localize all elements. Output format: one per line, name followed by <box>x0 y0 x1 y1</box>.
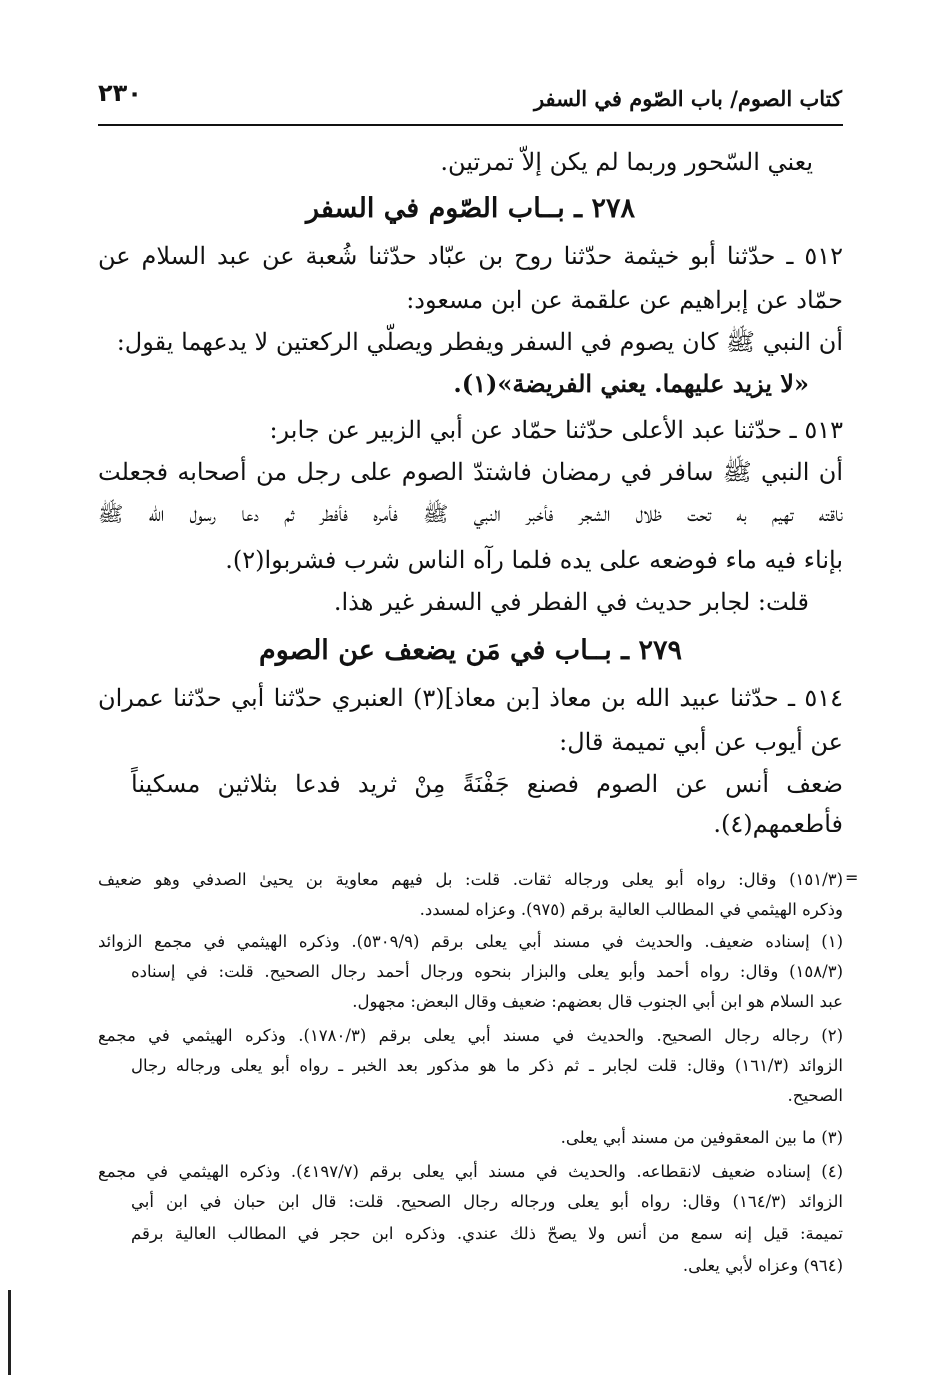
text-line: أن النبي ﷺ كان يصوم في السفر ويفطر ويصلّي الركعتين لا يدعهما يقول: <box>116 328 843 356</box>
footnote-line: وذكره الهيثمي في المطالب العالية برقم (٩٧٥). وعزاه لمسدد. <box>419 900 843 919</box>
text-line: حمّاد عن إبراهيم عن علقمة عن ابن مسعود: <box>406 286 843 314</box>
footnote-line: عبد السلام هو ابن أبي الجنوب قال بعضهم: ضعيف وقال البعض: مجهول. <box>352 992 843 1011</box>
footnotes <box>98 865 843 1315</box>
running-title: كتاب الصوم/ باب الصّوم في السفر <box>533 86 842 111</box>
footnote-line: الزوائد (١٦٤/٣) وقال: رواه أبو يعلى ورجاله رجال الصحيح. قلت: قال ابن حبان في ابن أبي <box>131 1192 843 1211</box>
hadith-513-line: ٥١٣ ـ حدّثنا عبد الأعلى حدّثنا حمّاد عن أبي الزبير عن جابر: <box>269 416 843 444</box>
text-line: ضعف أنس عن الصوم فصنع جَفْنَةً مِنْ ثريد فدعا بثلاثين مسكيناً <box>131 770 843 798</box>
footnote-line: (١٥١/٣) وقال: رواه أبو يعلى ورجاله ثقات. قلت: بل فيهم معاوية بن يحيىٰ الصدفي وهو ضعيف <box>98 870 843 889</box>
text-line: فأطعمهم(٤). <box>713 810 843 838</box>
footnote-2-line: (٢) رجاله رجال الصحيح. والحديث في مسند أبي يعلى برقم (١٧٨٠/٣). وذكره الهيثمي في مجمع <box>98 1026 843 1045</box>
footnote-line: الزوائد (١٦١/٣) وقال: قلت لجابر ـ ثم ذكر ما هو مذكور بعد الخبر ـ رواه أبو يعلى ورجاله رجال <box>131 1056 843 1075</box>
text-line: يعني السّحور وربما لم يكن إلاّ تمرتين. <box>440 148 813 176</box>
footnote-line: تميمة: قيل إنه سمع من أنس ولا يصحّ ذلك عندي. وذكره ابن حجر في المطالب العالية برقم <box>131 1224 843 1243</box>
footnote-line: (١٥٨/٣) وقال: رواه أحمد وأبو يعلى والبزار بنحوه ورجال أحمد رجال الصحيح. قلت: في إسناده <box>131 962 843 981</box>
chapter-heading-279: ٢٧٩ ـ بــاب في مَن يضعف عن الصوم <box>258 635 682 666</box>
text-line: بإناء فيه ماء فوضعه على يده فلما رآه الناس شرب فشربوا(٢). <box>225 546 843 574</box>
footnote-3-line: (٣) ما بين المعقوفين من مسند أبي يعلى. <box>560 1128 843 1147</box>
text-line: قلت: لجابر حديث في الفطر في السفر غير هذا. <box>333 588 809 616</box>
text-line: ناقته تهيم به تحت ظلال الشجر فأخبر النبي ﷺ فأمره فأفطر ثم دعا رسول الله ﷺ <box>98 502 843 526</box>
footnote-line: الصحيح. <box>787 1086 843 1105</box>
page-header <box>98 78 842 122</box>
text-line: عن أيوب عن أبي تميمة قال: <box>559 728 843 756</box>
chapter-heading-278: ٢٧٨ ـ بــاب الصّوم في السفر <box>306 193 635 224</box>
text-line: أن النبي ﷺ سافر في رمضان فاشتدّ الصوم على رجل من أصحابه فجعلت <box>98 458 843 486</box>
main-text <box>98 142 843 842</box>
page-number: ٢٣٠ <box>98 79 142 107</box>
scan-edge-mark <box>8 1290 11 1375</box>
hadith-512-line: ٥١٢ ـ حدّثنا أبو خيثمة حدّثنا روح بن عبّاد حدّثنا شُعبة عن عبد السلام عن <box>98 242 843 270</box>
footnote-line: (٩٦٤) وعزاه لأبي يعلى. <box>682 1256 843 1275</box>
footnote-4-line: (٤) إسناده ضعيف لانقطاعه. والحديث في مسند أبي يعلى برقم (٤١٩٧/٧). وذكره الهيثمي في مجمع <box>98 1162 843 1181</box>
footnote-1-line: (١) إسناده ضعيف. والحديث في مسند أبي يعلى برقم (٥٣٠٩/٩). وذكره الهيثمي في مجمع الزوائد <box>98 932 843 951</box>
footnote-continuation-mark: = <box>845 868 859 887</box>
header-rule <box>98 124 843 126</box>
hadith-514-line: ٥١٤ ـ حدّثنا عبيد الله بن معاذ [بن معاذ](٣) العنبري حدّثنا أبي حدّثنا عمران <box>98 684 843 712</box>
text-line: «لا يزيد عليهما. يعني الفريضة»(١). <box>453 369 809 398</box>
